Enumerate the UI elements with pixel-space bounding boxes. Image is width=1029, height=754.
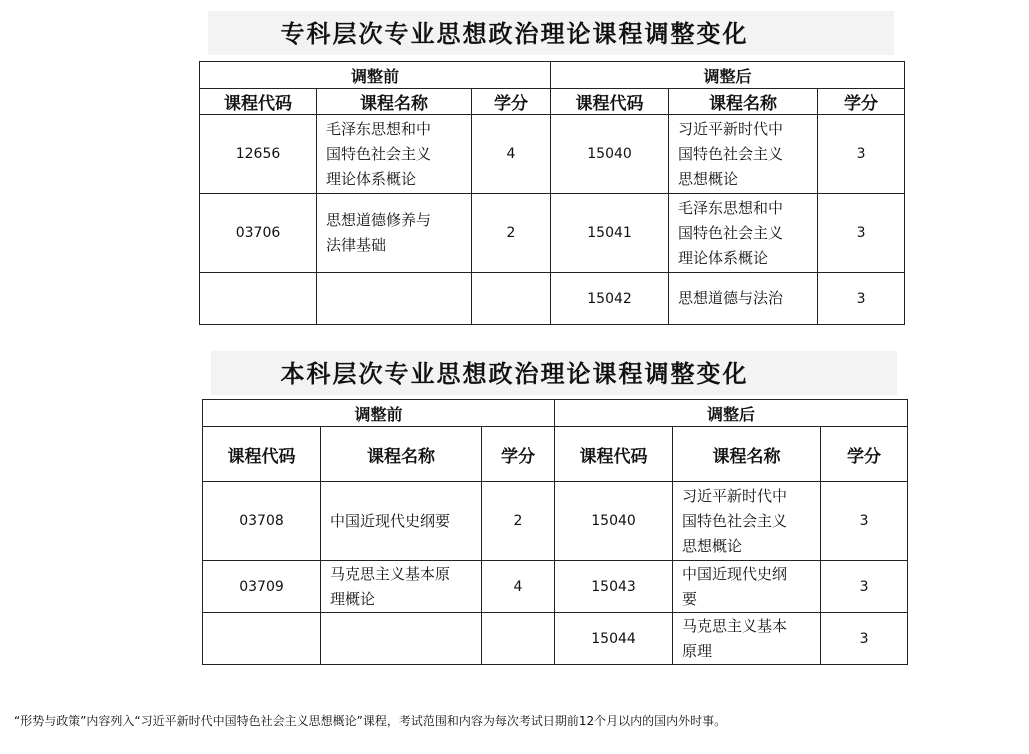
col-header-after-name: 课程名称 (673, 427, 821, 482)
table-row (203, 561, 908, 613)
section2-title: 本科层次专业思想政治理论课程调整变化 (280, 359, 749, 388)
after-name-cell: 马克思主义基本 原理 (682, 616, 788, 660)
table-row (203, 482, 908, 561)
section2-table (202, 399, 908, 665)
col-header-before-code: 课程代码 (200, 89, 317, 115)
before-credit-cell: 2 (482, 482, 555, 561)
before-credit-cell (482, 613, 555, 665)
before-code-cell: 12656 (200, 115, 317, 194)
before-code-cell: 03708 (203, 482, 321, 561)
before-group-header: 调整前 (203, 400, 555, 427)
after-credit-cell: 3 (821, 613, 908, 665)
before-code-cell: 03709 (203, 561, 321, 613)
col-header-after-credit: 学分 (818, 89, 905, 115)
table-row (200, 194, 905, 273)
after-group-header: 调整后 (551, 62, 905, 89)
after-name-cell: 习近平新时代中 国特色社会主义 思想概论 (682, 486, 788, 555)
before-credit-cell: 2 (472, 194, 551, 273)
after-credit-cell: 3 (821, 561, 908, 613)
before-code-cell: 03706 (200, 194, 317, 273)
col-header-after-credit: 学分 (821, 427, 908, 482)
col-header-before-name: 课程名称 (317, 89, 472, 115)
before-credit-cell: 4 (482, 561, 555, 613)
col-header-after-name: 课程名称 (669, 89, 818, 115)
section1-table (199, 61, 905, 325)
table-row (200, 115, 905, 194)
col-header-before-credit: 学分 (482, 427, 555, 482)
after-credit-cell: 3 (818, 194, 905, 273)
after-code-cell: 15040 (555, 482, 673, 561)
after-name-cell: 思想道德与法治 (678, 289, 784, 307)
section1-title: 专科层次专业思想政治理论课程调整变化 (280, 19, 749, 48)
col-header-after-code: 课程代码 (555, 427, 673, 482)
before-credit-cell: 4 (472, 115, 551, 194)
col-header-before-name: 课程名称 (321, 427, 482, 482)
after-name-cell: 习近平新时代中 国特色社会主义 思想概论 (678, 119, 784, 188)
after-credit-cell: 3 (818, 273, 905, 325)
before-code-cell (200, 273, 317, 325)
before-name-cell: 毛泽东思想和中 国特色社会主义 理论体系概论 (326, 119, 432, 188)
after-code-cell: 15042 (551, 273, 669, 325)
after-code-cell: 15041 (551, 194, 669, 273)
after-name-cell: 毛泽东思想和中 国特色社会主义 理论体系概论 (678, 198, 784, 267)
after-code-cell: 15044 (555, 613, 673, 665)
table-row (200, 273, 905, 325)
before-name-cell: 中国近现代史纲要 (330, 511, 451, 530)
before-name-cell: 思想道德修养与 法律基础 (326, 211, 432, 254)
after-credit-cell: 3 (821, 482, 908, 561)
after-code-cell: 15043 (555, 561, 673, 613)
col-header-after-code: 课程代码 (551, 89, 669, 115)
before-credit-cell (472, 273, 551, 325)
col-header-before-code: 课程代码 (203, 427, 321, 482)
table-row (203, 613, 908, 665)
after-credit-cell: 3 (818, 115, 905, 194)
before-group-header: 调整前 (200, 62, 551, 89)
before-name-cell: 马克思主义基本原 理概论 (330, 564, 451, 608)
footnote: “形势与政策”内容列入“习近平新时代中国特色社会主义思想概论”课程，考试范围和内容为每次考试日期前12个月以内的国内外时事。 (14, 714, 727, 728)
after-code-cell: 15040 (551, 115, 669, 194)
col-header-before-credit: 学分 (472, 89, 551, 115)
after-name-cell: 中国近现代史纲 要 (682, 564, 788, 608)
after-group-header: 调整后 (555, 400, 908, 427)
before-code-cell (203, 613, 321, 665)
